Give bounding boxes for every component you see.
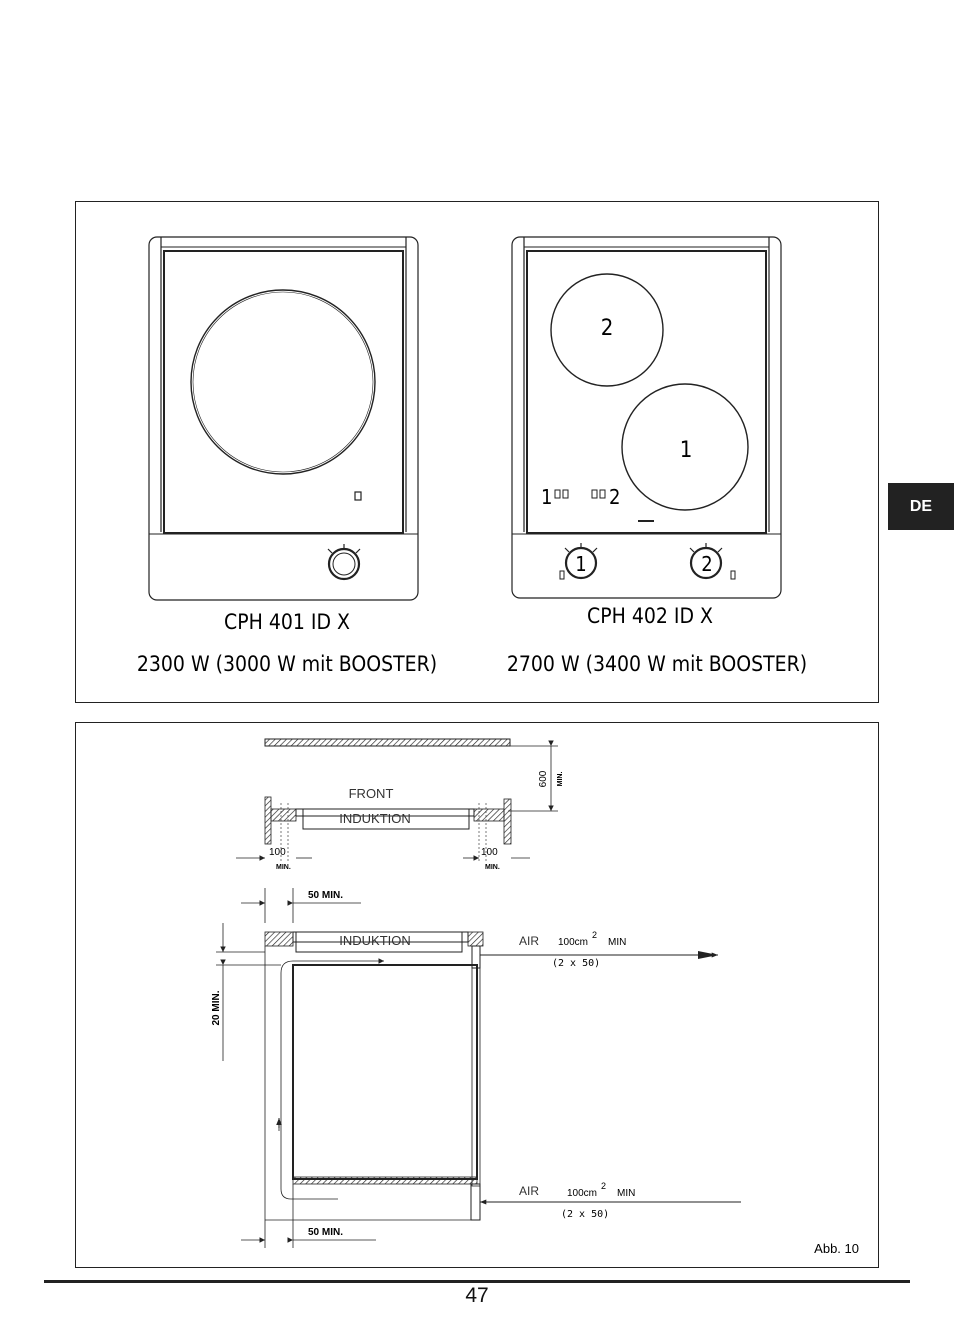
induktion-label-bottom: INDUKTION (339, 933, 411, 948)
model-2-power: 2700 W (3400 W mit BOOSTER) (506, 652, 808, 676)
display-icon (355, 492, 361, 500)
air-top-sup: 2 (592, 930, 598, 940)
model-2-name: CPH 402 ID X (587, 604, 713, 628)
control-knob (328, 544, 360, 579)
footer-rule (44, 1280, 910, 1283)
display-left-label: 1 (541, 485, 553, 509)
dim-50-top: 50 MIN. (308, 890, 344, 901)
front-label: FRONT (348, 786, 394, 801)
air-top-min: MIN (608, 937, 627, 948)
air-bottom-area: 100cm (567, 1188, 598, 1199)
min-right: MIN. (485, 864, 500, 871)
air-top-formula: (2 x 50) (552, 958, 601, 969)
hob-cph402 (512, 237, 781, 598)
zone-1-label: 1 (679, 438, 693, 463)
knob-2-label: 2 (701, 552, 713, 576)
dim-50-bottom: 50 MIN. (308, 1227, 344, 1238)
air-top-label: AIR (519, 934, 540, 948)
installation-diagram (76, 723, 880, 1269)
air-bottom-min: MIN (617, 1188, 636, 1199)
air-top-area: 100cm (558, 937, 589, 948)
air-bottom-label: AIR (519, 1184, 540, 1198)
cabinet (293, 965, 477, 1179)
hob-drawings (76, 202, 880, 704)
model-1-name: CPH 401 ID X (224, 610, 350, 634)
model-1-power: 2300 W (3000 W mit BOOSTER) (136, 652, 438, 676)
display-right-label: 2 (609, 485, 621, 509)
upper-shelf (265, 739, 510, 746)
dim-600: 600 (538, 770, 549, 788)
installation-diagram-panel (75, 722, 879, 1268)
page-number: 47 (465, 1284, 489, 1307)
dim-100-right: 100 (481, 847, 498, 858)
knob-1-label: 1 (575, 552, 587, 576)
dim-600-min: MIN. (557, 771, 564, 787)
air-bottom-sup: 2 (601, 1181, 607, 1191)
zone-2-label: 2 (600, 316, 614, 341)
dim-20: 20 MIN. (211, 990, 222, 1026)
min-left: MIN. (276, 864, 291, 871)
dim-100-left: 100 (269, 847, 286, 858)
product-drawing-panel (75, 201, 879, 703)
induktion-label-top: INDUKTION (339, 811, 411, 826)
language-tab: DE (888, 483, 954, 530)
hob-cph401 (149, 237, 418, 600)
figure-label: Abb. 10 (814, 1241, 859, 1256)
cooking-zone (191, 290, 375, 474)
air-bottom-formula: (2 x 50) (561, 1209, 610, 1220)
